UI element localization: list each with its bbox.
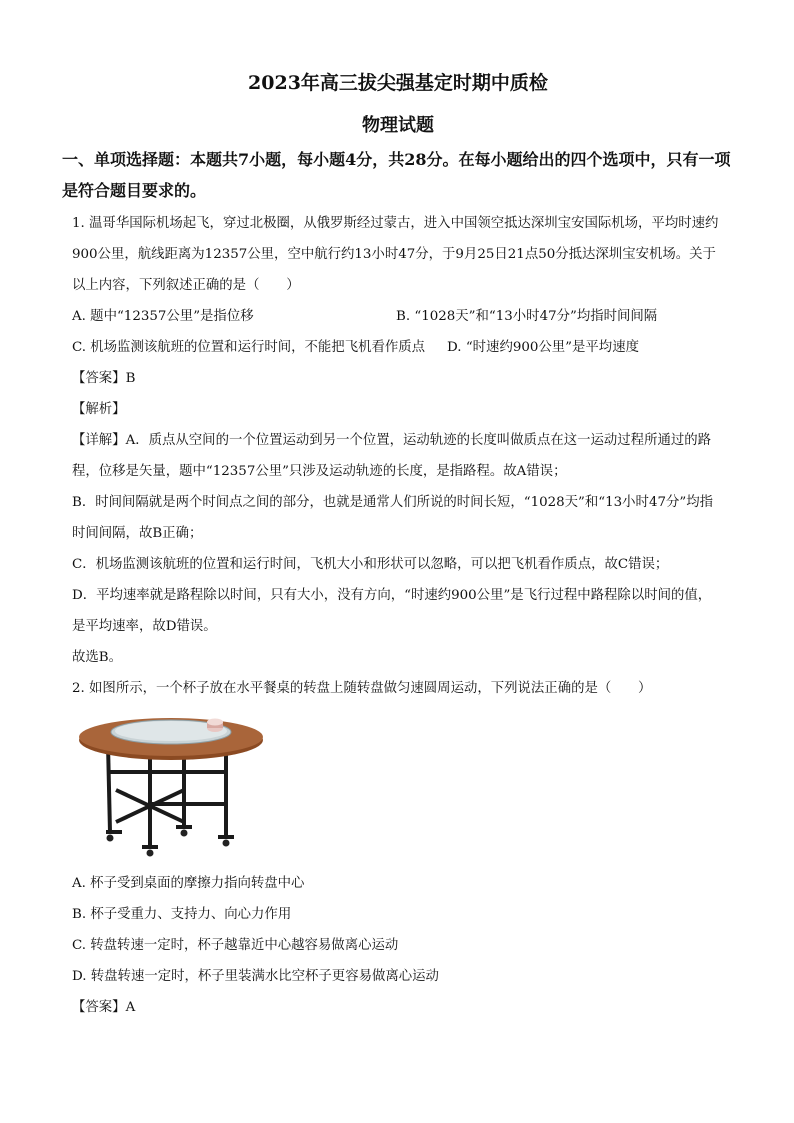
question-1-option-c: C. 机场监测该航班的位置和运行时间，不能把飞机看作质点 xyxy=(72,340,426,355)
detail-d: D．平均速率就是路程除以时间，只有大小，没有方向，“时速约900公里”是飞行过程中路程除以时间的值，是平均速率，故D错误。 xyxy=(72,588,712,634)
rotating-table-image xyxy=(76,712,272,862)
detail-c: C．机场监测该航班的位置和运行时间，飞机大小和形状可以忽略，可以把飞机看作质点，故C错误； xyxy=(72,557,669,572)
detail-b: B．时间间隔就是两个时间点之间的部分，也就是通常人们所说的时间长短，“1028天”和“13小时47分”均指时间间隔，故B正确； xyxy=(72,495,714,541)
question-2-option-d: D. 转盘转速一定时，杯子里装满水比空杯子更容易做离心运动 xyxy=(72,969,439,984)
question-1-option-b: B. “1028天”和“13小时47分”均指时间间隔 xyxy=(396,309,658,324)
page-title: 2023年高三拔尖强基定时期中质检 xyxy=(248,72,548,94)
rotating-table-figure xyxy=(76,712,272,862)
detail-a: 【详解】A．质点从空间的一个位置运动到另一个位置，运动轨迹的长度叫做质点在这一运动过程所通过的路程，位移是矢量，题中“12357公里”只涉及运动轨迹的长度，是指路程。故A错误； xyxy=(72,433,712,479)
question-2-option-c: C. 转盘转速一定时，杯子越靠近中心越容易做离心运动 xyxy=(72,938,399,953)
analysis-tag: 【解析】 xyxy=(72,402,126,417)
answer-tag: 【答案】 xyxy=(72,371,126,386)
question-1-option-a: A. 题中“12357公里”是指位移 xyxy=(72,309,254,324)
question-1-options-ab xyxy=(72,301,724,332)
question-1-options-cd xyxy=(72,332,724,363)
question-1-stem: 1. 温哥华国际机场起飞，穿过北极圈，从俄罗斯经过蒙古，进入中国领空抵达深圳宝安国际机场，平均时速约900公里，航线距离为12357公里，空中航行约13小时47分，于9月25日21点50分抵达深圳宝安机场。关于以上内容，下列叙述正确的是（ ） xyxy=(72,216,719,293)
answer-value: A xyxy=(125,1000,136,1015)
conclusion: 故选B。 xyxy=(72,650,123,665)
section-heading: 一、单项选择题：本题共7小题，每小题4分，共28分。在每小题给出的四个选项中，只有一项是符合题目要求的。 xyxy=(62,150,731,200)
answer-tag: 【答案】 xyxy=(72,1000,126,1015)
question-1-answer-line xyxy=(72,363,724,394)
question-2-option-b: B. 杯子受重力、支持力、向心力作用 xyxy=(72,907,292,922)
exam-page xyxy=(62,70,731,1023)
question-2-stem: 2. 如图所示，一个杯子放在水平餐桌的转盘上随转盘做匀速圆周运动，下列说法正确的是（ ） xyxy=(72,681,652,696)
answer-value: B xyxy=(125,371,136,386)
question-2-option-a: A. 杯子受到桌面的摩擦力指向转盘中心 xyxy=(72,876,305,891)
detail-tag: 【详解】 xyxy=(72,433,126,448)
question-2-answer-line xyxy=(72,992,724,1023)
page-subtitle: 物理试题 xyxy=(362,115,434,136)
question-1-option-d: D. “时速约900公里”是平均速度 xyxy=(447,340,639,355)
